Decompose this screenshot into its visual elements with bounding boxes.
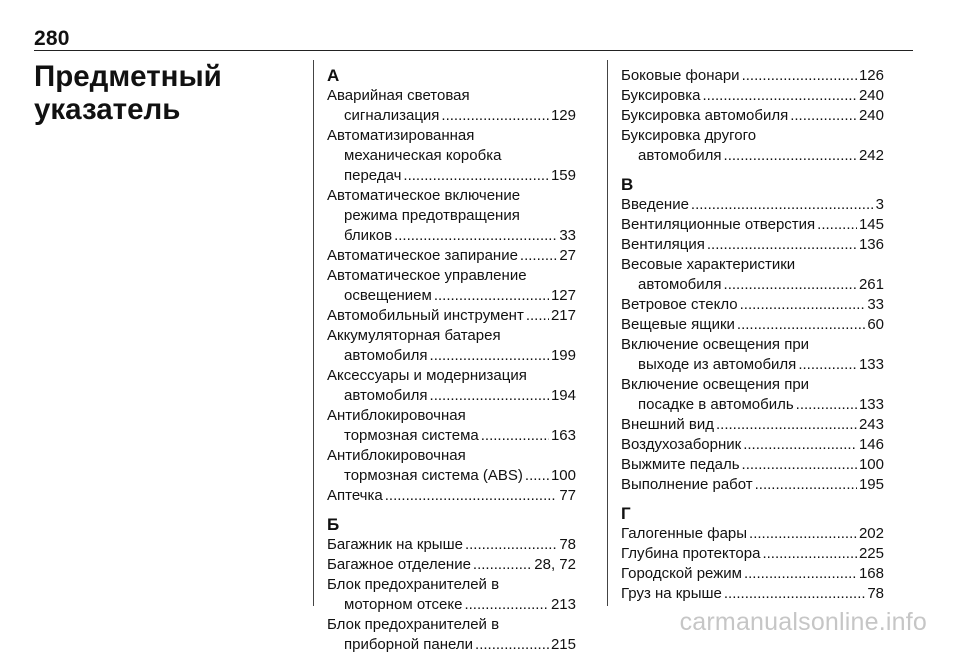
dot-leader <box>817 215 857 235</box>
index-entry-text: Буксировка автомобиля <box>621 107 789 124</box>
index-page-ref[interactable]: 213 <box>550 596 576 613</box>
index-entry-text: Автомобильный инструмент <box>327 307 524 324</box>
index-page-ref[interactable]: 28, 72 <box>534 556 576 573</box>
index-entry-text: бликов <box>344 227 393 244</box>
index-entry-text: освещением <box>344 287 432 304</box>
index-entry-line <box>621 235 884 255</box>
index-entry-line <box>621 255 884 275</box>
index-entry-text: автомобиля <box>638 276 722 293</box>
index-page-ref[interactable]: 126 <box>858 67 884 84</box>
index-entry-text: посадке в автомобиль <box>638 396 794 413</box>
index-entry[interactable] <box>327 535 576 555</box>
index-entry-line <box>621 195 884 215</box>
index-entry-text: Автоматическое включение <box>327 187 521 204</box>
index-page-ref[interactable]: 225 <box>858 545 884 562</box>
dot-leader <box>385 486 558 506</box>
index-entry-text: Весовые характеристики <box>621 256 796 273</box>
index-entry[interactable] <box>621 195 884 215</box>
index-page-ref[interactable]: 217 <box>550 307 576 324</box>
index-entry-line <box>621 455 884 475</box>
index-entry[interactable] <box>327 186 576 246</box>
index-entry-text: Включение освещения при <box>621 376 810 393</box>
index-letter-heading: Г <box>621 504 631 523</box>
index-entry-line <box>327 286 576 306</box>
dot-leader <box>703 86 857 106</box>
index-entry-line <box>621 475 884 495</box>
index-entry-text: выходе из автомобиля <box>638 356 797 373</box>
dot-leader <box>481 426 549 446</box>
index-entry-text: Багажное отделение <box>327 556 471 573</box>
index-entry-text: Включение освещения при <box>621 336 810 353</box>
index-entry-line <box>327 346 576 366</box>
index-page-ref[interactable]: 60 <box>867 316 884 333</box>
index-entry[interactable] <box>621 315 884 335</box>
index-entry[interactable] <box>327 555 576 575</box>
index-entry-line <box>621 375 884 395</box>
index-letter-heading: В <box>621 175 634 194</box>
dot-leader <box>707 235 857 255</box>
index-entry[interactable] <box>621 106 884 126</box>
index-entry-text: Буксировка <box>621 87 701 104</box>
dot-leader <box>796 395 857 415</box>
index-entry-line <box>327 575 576 595</box>
index-page-ref[interactable]: 27 <box>559 247 576 264</box>
index-entry-text: режима предотвращения <box>344 207 520 224</box>
index-entry[interactable] <box>621 584 884 604</box>
index-entry-text: сигнализация <box>344 107 440 124</box>
index-entry-text: Груз на крыше <box>621 585 722 602</box>
index-entry[interactable] <box>621 544 884 564</box>
dot-leader <box>724 146 857 166</box>
index-entry-text: Аптечка <box>327 487 383 504</box>
index-entry[interactable] <box>327 486 576 506</box>
index-entry[interactable] <box>327 615 576 655</box>
dot-leader <box>434 286 549 306</box>
index-entry-text: автомобиля <box>638 147 722 164</box>
index-entry-line <box>327 486 576 506</box>
dot-leader <box>394 226 557 246</box>
index-entry-line <box>621 584 884 604</box>
index-entry-text: Аварийная световая <box>327 87 470 104</box>
index-entry[interactable] <box>327 366 576 406</box>
index-entry[interactable] <box>327 326 576 366</box>
dot-leader <box>749 524 857 544</box>
index-entry-line <box>621 395 884 415</box>
dot-leader <box>798 355 857 375</box>
index-page-ref[interactable]: 240 <box>858 87 884 104</box>
index-entry-line <box>621 435 884 455</box>
dot-leader <box>790 106 857 126</box>
section-title <box>34 60 222 126</box>
index-letter-heading: А <box>327 66 340 85</box>
index-entry[interactable] <box>621 455 884 475</box>
index-entry-text: Аккумуляторная батарея <box>327 327 501 344</box>
index-entry-text: передач <box>344 167 402 184</box>
index-entry-text: Багажник на крыше <box>327 536 463 553</box>
index-entry-text: приборной панели <box>344 636 474 653</box>
index-page-ref[interactable]: 100 <box>858 456 884 473</box>
index-entry-text: Буксировка другого <box>621 127 757 144</box>
index-page-ref[interactable]: 133 <box>858 356 884 373</box>
index-entry-line <box>621 86 884 106</box>
index-entry[interactable] <box>621 295 884 315</box>
index-entry-line <box>327 306 576 326</box>
index-page-ref[interactable]: 133 <box>858 396 884 413</box>
index-page-ref[interactable]: 202 <box>858 525 884 542</box>
dot-leader <box>744 564 857 584</box>
index-page-ref[interactable]: 78 <box>867 585 884 602</box>
index-entry-line <box>327 466 576 486</box>
dot-leader <box>743 435 857 455</box>
index-page-ref[interactable]: 168 <box>858 565 884 582</box>
index-entry[interactable] <box>621 86 884 106</box>
index-page-ref[interactable]: 136 <box>858 236 884 253</box>
index-page-ref[interactable]: 240 <box>858 107 884 124</box>
index-entry-line <box>621 106 884 126</box>
index-entry-line <box>327 226 576 246</box>
index-entry-text: Вещевые ящики <box>621 316 735 333</box>
dot-leader <box>473 555 532 575</box>
index-page-ref[interactable]: 261 <box>858 276 884 293</box>
index-entry-text: Городской режим <box>621 565 742 582</box>
index-entry[interactable] <box>327 406 576 446</box>
index-entry-line <box>621 126 884 146</box>
index-column-1 <box>327 66 576 655</box>
dot-leader <box>737 315 865 335</box>
index-entry-line <box>327 166 576 186</box>
index-page-ref[interactable]: 199 <box>550 347 576 364</box>
dot-leader <box>742 66 857 86</box>
index-entry-line <box>327 86 576 106</box>
index-entry-line <box>621 315 884 335</box>
index-entry-line <box>327 266 576 286</box>
section-title-line-1: Предметный <box>34 60 222 93</box>
dot-leader <box>430 346 549 366</box>
dot-leader <box>520 246 557 266</box>
index-entry-line <box>327 406 576 426</box>
index-entry[interactable] <box>621 415 884 435</box>
dot-leader <box>755 475 857 495</box>
index-entry-text: Выжмите педаль <box>621 456 740 473</box>
index-page-ref[interactable]: 129 <box>550 107 576 124</box>
index-column-2 <box>621 66 884 604</box>
index-entry-line <box>621 524 884 544</box>
index-entry-line <box>327 555 576 575</box>
index-entry-text: Аксессуары и модернизация <box>327 367 527 384</box>
index-entry-text: автомобиля <box>344 387 428 404</box>
index-entry[interactable] <box>327 126 576 186</box>
index-entry-text: Антиблокировочная <box>327 447 466 464</box>
index-entry-line <box>621 355 884 375</box>
index-entry-text: Выполнение работ <box>621 476 753 493</box>
dot-leader <box>475 635 549 655</box>
index-entry-line <box>621 146 884 166</box>
index-entry-text: Воздухозаборник <box>621 436 742 453</box>
index-entry[interactable] <box>621 235 884 255</box>
index-entry-text: тормозная система <box>344 427 479 444</box>
index-page-ref[interactable]: 242 <box>858 147 884 164</box>
index-entry[interactable] <box>327 246 576 266</box>
column-divider-left <box>313 60 314 606</box>
dot-leader <box>526 306 549 326</box>
index-page-ref[interactable]: 195 <box>858 476 884 493</box>
index-entry[interactable] <box>621 524 884 544</box>
dot-leader <box>724 275 857 295</box>
index-entry-text: Ветровое стекло <box>621 296 738 313</box>
index-page-ref[interactable]: 215 <box>550 636 576 653</box>
index-entry-text: Блок предохранителей в <box>327 616 500 633</box>
index-entry-line <box>621 295 884 315</box>
dot-leader <box>740 295 866 315</box>
index-entry-line <box>327 535 576 555</box>
dot-leader <box>742 455 857 475</box>
index-entry-text: Боковые фонари <box>621 67 740 84</box>
index-entry-text: Внешний вид <box>621 416 714 433</box>
index-entry-line <box>327 146 576 166</box>
index-entry[interactable] <box>621 215 884 235</box>
dot-leader <box>525 466 549 486</box>
index-page-ref[interactable]: 3 <box>875 196 884 213</box>
dot-leader <box>430 386 549 406</box>
index-entry-line <box>327 206 576 226</box>
index-entry-line <box>327 615 576 635</box>
index-entry-text: Антиблокировочная <box>327 407 466 424</box>
dot-leader <box>716 415 857 435</box>
dot-leader <box>691 195 874 215</box>
dot-leader <box>441 106 549 126</box>
index-entry-line <box>327 635 576 655</box>
dot-leader <box>465 535 557 555</box>
index-entry-text: Галогенные фары <box>621 525 748 542</box>
index-entry-line <box>621 564 884 584</box>
index-entry-line <box>327 126 576 146</box>
index-page-ref[interactable]: 145 <box>858 216 884 233</box>
index-page-ref[interactable]: 33 <box>867 296 884 313</box>
index-page-ref[interactable]: 127 <box>550 287 576 304</box>
index-entry[interactable] <box>327 306 576 326</box>
index-page-ref[interactable]: 159 <box>550 167 576 184</box>
index-entry-line <box>621 544 884 564</box>
index-entry[interactable] <box>621 475 884 495</box>
index-entry-text: Автоматическое запирание <box>327 247 518 264</box>
index-entry-line <box>327 186 576 206</box>
dot-leader <box>403 166 549 186</box>
index-entry-text: моторном отсеке <box>344 596 463 613</box>
index-entry-line <box>327 326 576 346</box>
index-entry[interactable] <box>327 446 576 486</box>
index-entry-text: Блок предохранителей в <box>327 576 500 593</box>
dot-leader <box>762 544 857 564</box>
index-page-ref[interactable]: 146 <box>858 436 884 453</box>
index-entry-line <box>327 426 576 446</box>
index-entry[interactable] <box>621 375 884 415</box>
index-entry-line <box>621 215 884 235</box>
index-entry-text: Вентиляция <box>621 236 705 253</box>
index-entry-line <box>621 66 884 86</box>
index-page-ref[interactable]: 243 <box>858 416 884 433</box>
index-entry-text: Глубина протектора <box>621 545 761 562</box>
index-entry-line <box>621 415 884 435</box>
page-number: 280 <box>34 27 70 50</box>
index-entry-text: тормозная система (ABS) <box>344 467 523 484</box>
index-entry[interactable] <box>327 575 576 615</box>
index-page-ref[interactable]: 78 <box>559 536 576 553</box>
index-page-ref[interactable]: 77 <box>559 487 576 504</box>
index-entry-text: Вентиляционные отверстия <box>621 216 816 233</box>
index-entry-text: Введение <box>621 196 689 213</box>
watermark: carmanualsonline.info <box>679 608 927 636</box>
index-entry-line <box>327 446 576 466</box>
index-entry[interactable] <box>327 266 576 306</box>
index-entry-text: механическая коробка <box>344 147 502 164</box>
header-rule <box>34 50 913 51</box>
index-entry-line <box>327 246 576 266</box>
section-title-line-2: указатель <box>34 93 181 126</box>
index-page-ref[interactable]: 100 <box>550 467 576 484</box>
index-entry-line <box>621 275 884 295</box>
index-entry-text: автомобиля <box>344 347 428 364</box>
column-divider-right <box>607 60 608 606</box>
index-entry[interactable] <box>621 126 884 166</box>
index-entry-line <box>327 366 576 386</box>
index-letter-heading: Б <box>327 515 340 534</box>
index-entry-line <box>621 335 884 355</box>
index-page-ref[interactable]: 163 <box>550 427 576 444</box>
dot-leader <box>724 584 865 604</box>
index-entry[interactable] <box>327 86 576 126</box>
index-entry[interactable] <box>621 255 884 295</box>
index-entry[interactable] <box>621 335 884 375</box>
index-entry-text: Автоматическое управление <box>327 267 527 284</box>
index-entry[interactable] <box>621 564 884 584</box>
index-entry[interactable] <box>621 435 884 455</box>
dot-leader <box>464 595 549 615</box>
index-entry-text: Автоматизированная <box>327 127 475 144</box>
index-page-ref[interactable]: 33 <box>559 227 576 244</box>
index-entry-line <box>327 386 576 406</box>
index-entry-line <box>327 595 576 615</box>
index-entry-line <box>327 106 576 126</box>
index-page-ref[interactable]: 194 <box>550 387 576 404</box>
index-entry[interactable] <box>621 66 884 86</box>
